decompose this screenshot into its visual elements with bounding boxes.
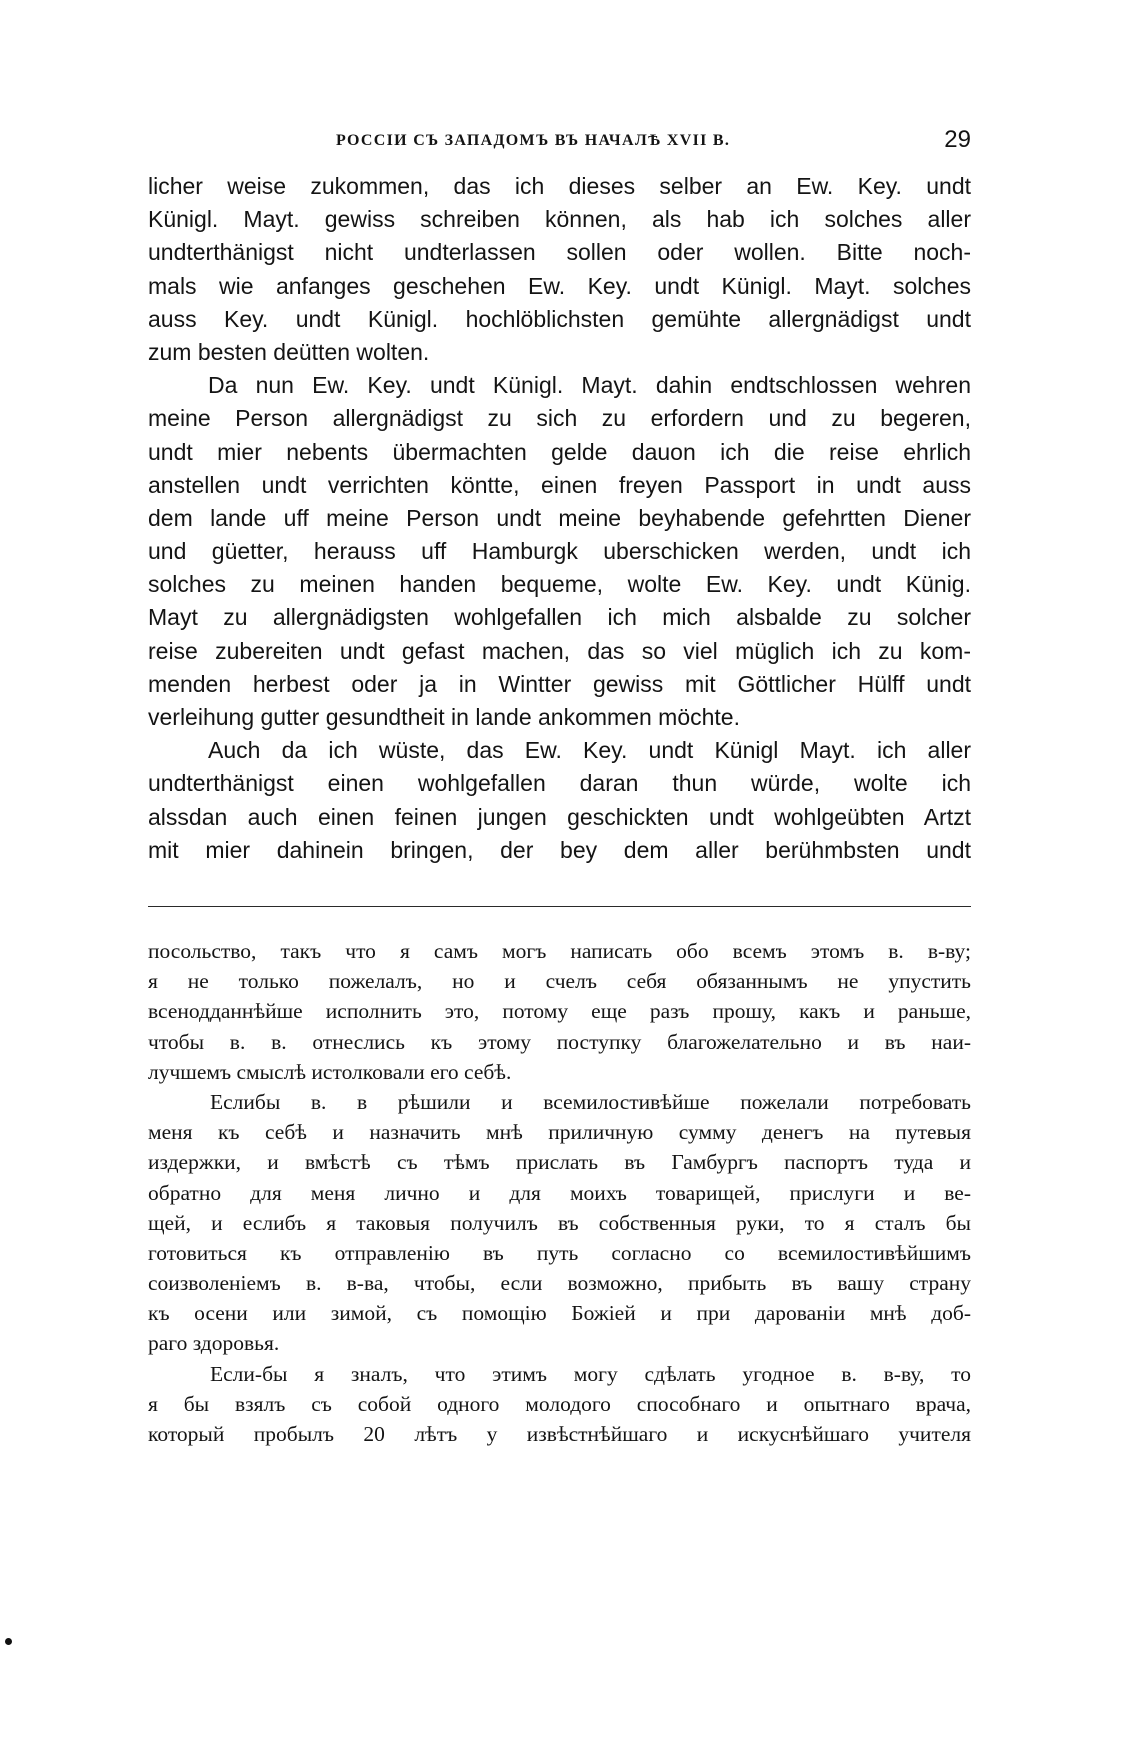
text-line: всенодданнѣйше исполнить это, потому еще разъ прошу, какъ и раньше, xyxy=(148,999,971,1024)
german-original-text xyxy=(148,170,971,867)
text-line: я бы взялъ съ собой одного молодого способнаго и опытнаго врача, xyxy=(148,1391,971,1416)
text-line: соизволеніемъ в. в-ва, чтобы, если возможно, прибыть въ вашу страну xyxy=(148,1271,971,1296)
text-line: undterthänigst einen wohlgefallen daran thun würde, wolte ich xyxy=(148,770,971,797)
russian-translation-text xyxy=(148,936,971,1449)
page-number: 29 xyxy=(944,126,971,153)
footnote-divider xyxy=(148,906,971,907)
text-line: я не только пожелалъ, но и счелъ себя обязаннымъ не упустить xyxy=(148,969,971,994)
text-line: посольство, такъ что я самъ могъ написать обо всемъ этомъ в. в-ву; xyxy=(148,939,971,963)
text-line: verleihung gutter gesundtheit in lande ankommen möchte. xyxy=(148,704,740,730)
text-line: Künigl. Mayt. gewiss schreiben können, als hab ich solches aller xyxy=(148,206,971,233)
text-line: reise zubereiten undt gefast machen, das so viel müglich ich zu kom- xyxy=(148,637,971,664)
text-line: auss Key. undt Künigl. hochlöblichsten gemühte allergnädigst undt xyxy=(148,305,971,332)
running-head: РОССІИ СЪ ЗАПАДОМЪ ВЪ НАЧАЛѢ XVII В. xyxy=(336,132,731,149)
text-line: Da nun Ew. Key. undt Künigl. Mayt. dahin endtschlossen wehren xyxy=(208,372,971,399)
text-line: undt mier nebents übermachten gelde dauon ich die reise ehrlich xyxy=(148,438,971,465)
text-line: Auch da ich wüste, das Ew. Key. undt Künigl Mayt. ich aller xyxy=(208,737,971,764)
text-line: zum besten deütten wolten. xyxy=(148,338,430,365)
text-line: solches zu meinen handen bequeme, wolte Ew. Key. undt Künig. xyxy=(148,571,971,598)
text-line: раго здоровья. xyxy=(148,1331,280,1356)
text-line: меня къ себѣ и назначить мнѣ приличную сумму денегъ на путевыя xyxy=(148,1120,971,1145)
text-line: dem lande uff meine Person undt meine beyhabende gefehrtten Diener xyxy=(148,504,971,531)
text-line: къ осени или зимой, съ помощію Божіей и при дарованіи мнѣ доб- xyxy=(148,1301,971,1326)
margin-speck xyxy=(5,1638,12,1645)
text-line: издержки, и вмѣстѣ съ тѣмъ прислать въ Гамбургъ паспортъ туда и xyxy=(148,1150,971,1175)
text-line: который пробылъ 20 лѣтъ у извѣстнѣйшаго и искуснѣйшаго учителя xyxy=(148,1422,971,1446)
text-line: mals wie anfanges geschehen Ew. Key. undt Künigl. Mayt. solches xyxy=(148,272,971,299)
text-line: Если-бы я зналъ, что этимъ могу сдѣлать угодное в. в-ву, то xyxy=(210,1361,971,1386)
text-line: anstellen undt verrichten köntte, einen freyen Passport in undt auss xyxy=(148,471,971,498)
text-line: лучшемъ смыслѣ истолковали его себѣ. xyxy=(148,1059,512,1084)
text-line: menden herbest oder ja in Wintter gewiss mit Göttlicher Hülff undt xyxy=(148,670,971,697)
text-line: обратно для меня лично и для моихъ товарищей, прислуги и ве- xyxy=(148,1180,971,1205)
text-line: Mayt zu allergnädigsten wohlgefallen ich mich alsbalde zu solcher xyxy=(148,604,971,631)
text-line: und güetter, herauss uff Hamburgk uberschicken werden, undt ich xyxy=(148,538,971,565)
text-line: meine Person allergnädigst zu sich zu erfordern und zu begeren, xyxy=(148,405,971,432)
text-line: чтобы в. в. отнеслись къ этому поступку благожелательно и въ наи- xyxy=(148,1029,971,1054)
text-line: alssdan auch einen feinen jungen geschickten undt wohlgeübten Artzt xyxy=(148,803,971,830)
text-line: undterthänigst nicht undterlassen sollen oder wollen. Bitte noch- xyxy=(148,239,971,266)
text-line: щей, и еслибъ я таковыя получилъ въ собственныя руки, то я сталъ бы xyxy=(148,1210,971,1235)
text-line: mit mier dahinein bringen, der bey dem aller berühmbsten undt xyxy=(148,836,971,863)
text-line: готовиться къ отправленію въ путь согласно со всемилостивѣйшимъ xyxy=(148,1240,971,1265)
page-header xyxy=(148,126,971,162)
text-line: Еслибы в. в рѣшили и всемилостивѣйше пожелали потребовать xyxy=(210,1089,971,1114)
text-line: licher weise zukommen, das ich dieses selber an Ew. Key. undt xyxy=(148,173,971,199)
